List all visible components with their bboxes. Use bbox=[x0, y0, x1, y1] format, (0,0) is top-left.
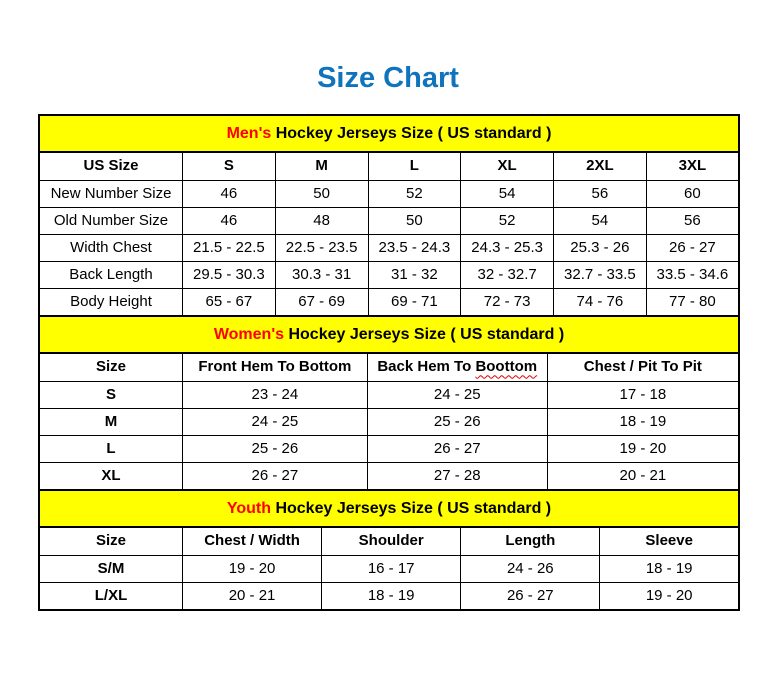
youth-table-body bbox=[39, 556, 739, 611]
mens-table-body bbox=[39, 181, 739, 317]
column-header: Size bbox=[39, 527, 183, 556]
table-cell: 54 bbox=[554, 208, 647, 235]
table-cell: 52 bbox=[368, 181, 461, 208]
womens-section-title-rest: Hockey Jerseys Size ( US standard ) bbox=[284, 325, 565, 343]
table-cell: 26 - 27 bbox=[646, 235, 739, 262]
table-cell: 17 - 18 bbox=[547, 382, 739, 409]
youth-column-header-row bbox=[39, 527, 739, 556]
row-label: M bbox=[39, 409, 182, 436]
table-cell: 65 - 67 bbox=[183, 289, 276, 317]
table-cell: 18 - 19 bbox=[547, 409, 739, 436]
table-cell: 26 - 27 bbox=[461, 583, 600, 611]
womens-table-body bbox=[39, 382, 739, 491]
table-cell: 24 - 26 bbox=[461, 556, 600, 583]
table-row bbox=[39, 382, 739, 409]
table-cell: 31 - 32 bbox=[368, 262, 461, 289]
table-cell: 29.5 - 30.3 bbox=[183, 262, 276, 289]
table-cell: 16 - 17 bbox=[322, 556, 461, 583]
table-row bbox=[39, 409, 739, 436]
column-header bbox=[367, 353, 547, 382]
table-cell: 30.3 - 31 bbox=[275, 262, 368, 289]
table-cell: 20 - 21 bbox=[183, 583, 322, 611]
column-header-text: Back Hem To bbox=[377, 358, 476, 376]
table-cell: 25 - 26 bbox=[367, 409, 547, 436]
row-label: New Number Size bbox=[39, 181, 183, 208]
column-header: Size bbox=[39, 353, 182, 382]
womens-section-title bbox=[39, 316, 739, 353]
table-cell: 25 - 26 bbox=[182, 436, 367, 463]
table-cell: 50 bbox=[368, 208, 461, 235]
table-cell: 48 bbox=[275, 208, 368, 235]
table-cell: 24 - 25 bbox=[367, 382, 547, 409]
row-label: XL bbox=[39, 463, 182, 491]
table-cell: 26 - 27 bbox=[182, 463, 367, 491]
table-cell: 77 - 80 bbox=[646, 289, 739, 317]
column-header: Shoulder bbox=[322, 527, 461, 556]
column-header: Chest / Pit To Pit bbox=[547, 353, 739, 382]
table-row bbox=[39, 262, 739, 289]
table-cell: 56 bbox=[554, 181, 647, 208]
mens-section-title bbox=[39, 115, 739, 152]
youth-section-title-red: Youth bbox=[226, 499, 271, 517]
row-label: Old Number Size bbox=[39, 208, 183, 235]
table-row bbox=[39, 235, 739, 262]
mens-size-table bbox=[38, 114, 740, 317]
table-cell: 19 - 20 bbox=[547, 436, 739, 463]
row-label: S/M bbox=[39, 556, 183, 583]
table-cell: 56 bbox=[646, 208, 739, 235]
column-header: 3XL bbox=[646, 152, 739, 181]
table-cell: 18 - 19 bbox=[322, 583, 461, 611]
table-cell: 21.5 - 22.5 bbox=[183, 235, 276, 262]
youth-section-title-row bbox=[39, 490, 739, 527]
womens-section-title-row bbox=[39, 316, 739, 353]
table-cell: 46 bbox=[183, 181, 276, 208]
table-cell: 46 bbox=[183, 208, 276, 235]
table-cell: 25.3 - 26 bbox=[554, 235, 647, 262]
row-label: S bbox=[39, 382, 182, 409]
table-cell: 23 - 24 bbox=[182, 382, 367, 409]
size-chart-tables bbox=[38, 114, 740, 611]
table-cell: 32.7 - 33.5 bbox=[554, 262, 647, 289]
table-cell: 69 - 71 bbox=[368, 289, 461, 317]
column-header: Chest / Width bbox=[183, 527, 322, 556]
table-cell: 52 bbox=[461, 208, 554, 235]
table-cell: 27 - 28 bbox=[367, 463, 547, 491]
table-cell: 19 - 20 bbox=[600, 583, 739, 611]
youth-section-title-rest: Hockey Jerseys Size ( US standard ) bbox=[271, 499, 552, 517]
table-cell: 22.5 - 23.5 bbox=[275, 235, 368, 262]
row-label: L bbox=[39, 436, 182, 463]
table-cell: 67 - 69 bbox=[275, 289, 368, 317]
page-title: Size Chart bbox=[317, 62, 459, 94]
womens-column-header-row bbox=[39, 353, 739, 382]
table-row bbox=[39, 289, 739, 317]
table-cell: 54 bbox=[461, 181, 554, 208]
table-row bbox=[39, 208, 739, 235]
column-header: 2XL bbox=[554, 152, 647, 181]
column-header: Front Hem To Bottom bbox=[182, 353, 367, 382]
misspelled-word: Boottom bbox=[475, 358, 538, 376]
table-cell: 72 - 73 bbox=[461, 289, 554, 317]
womens-section-title-red: Women's bbox=[213, 325, 285, 343]
table-cell: 33.5 - 34.6 bbox=[646, 262, 739, 289]
table-cell: 26 - 27 bbox=[367, 436, 547, 463]
column-header: S bbox=[183, 152, 276, 181]
womens-size-table bbox=[38, 315, 740, 491]
row-label: Body Height bbox=[39, 289, 183, 317]
table-row bbox=[39, 556, 739, 583]
column-header: Sleeve bbox=[600, 527, 739, 556]
youth-size-table bbox=[38, 489, 740, 611]
mens-column-header-row bbox=[39, 152, 739, 181]
table-cell: 32 - 32.7 bbox=[461, 262, 554, 289]
table-row bbox=[39, 181, 739, 208]
row-label: Width Chest bbox=[39, 235, 183, 262]
table-cell: 23.5 - 24.3 bbox=[368, 235, 461, 262]
column-header: XL bbox=[461, 152, 554, 181]
table-cell: 20 - 21 bbox=[547, 463, 739, 491]
table-row bbox=[39, 436, 739, 463]
table-row bbox=[39, 463, 739, 491]
table-cell: 74 - 76 bbox=[554, 289, 647, 317]
table-cell: 19 - 20 bbox=[183, 556, 322, 583]
column-header: L bbox=[368, 152, 461, 181]
mens-section-title-red: Men's bbox=[226, 124, 272, 142]
mens-section-title-rest: Hockey Jerseys Size ( US standard ) bbox=[271, 124, 552, 142]
table-cell: 24.3 - 25.3 bbox=[461, 235, 554, 262]
table-cell: 60 bbox=[646, 181, 739, 208]
row-label: L/XL bbox=[39, 583, 183, 611]
youth-section-title bbox=[39, 490, 739, 527]
column-header: US Size bbox=[39, 152, 183, 181]
table-cell: 18 - 19 bbox=[600, 556, 739, 583]
row-label: Back Length bbox=[39, 262, 183, 289]
mens-section-title-row bbox=[39, 115, 739, 152]
table-cell: 50 bbox=[275, 181, 368, 208]
table-cell: 24 - 25 bbox=[182, 409, 367, 436]
column-header: Length bbox=[461, 527, 600, 556]
table-row bbox=[39, 583, 739, 611]
column-header: M bbox=[275, 152, 368, 181]
